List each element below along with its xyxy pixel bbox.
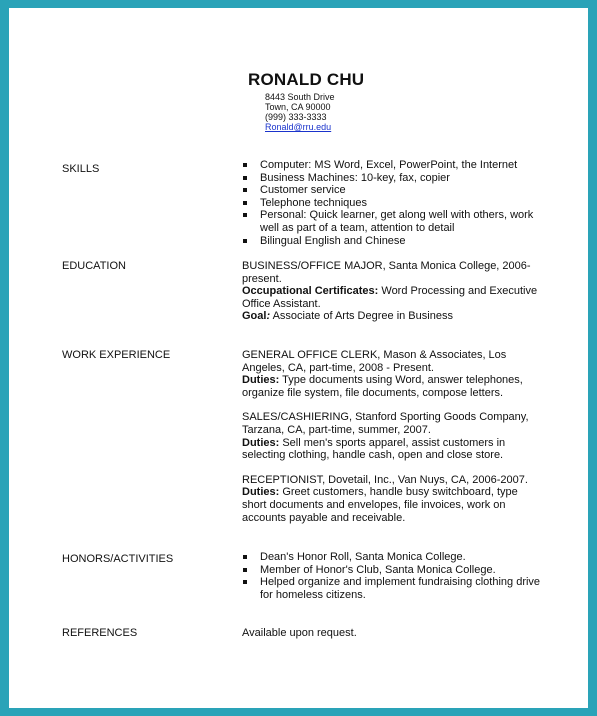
list-item: Bilingual English and Chinese xyxy=(242,235,542,248)
applicant-name: RONALD CHU xyxy=(248,70,365,89)
education-heading: EDUCATION xyxy=(62,260,126,272)
honors-heading: HONORS/ACTIVITIES xyxy=(62,553,174,565)
education-line: BUSINESS/OFFICE MAJOR, Santa Monica College, 2006-present. xyxy=(242,260,531,285)
resume-page xyxy=(9,8,588,708)
job-entry xyxy=(242,474,542,524)
job-entry xyxy=(242,411,542,461)
references-section xyxy=(242,627,542,640)
city-line: Town, CA 90000 xyxy=(265,102,331,112)
job-title: RECEPTIONIST, Dovetail, Inc., Van Nuys, CA, 2006-2007. xyxy=(242,473,528,486)
education-certificates: Occupational Certificates: Word Processing and Executive Office Assistant. xyxy=(242,285,538,310)
contact-block xyxy=(265,92,335,132)
references-text: Available upon request. xyxy=(242,627,357,639)
skills-section xyxy=(242,159,542,247)
honors-section xyxy=(242,551,542,601)
work-section xyxy=(242,349,542,524)
list-item: Dean's Honor Roll, Santa Monica College. xyxy=(242,551,542,564)
bullet-icon xyxy=(243,555,247,559)
job-entry xyxy=(242,349,542,399)
bullet-icon xyxy=(243,213,247,217)
work-heading: WORK EXPERIENCE xyxy=(62,349,171,361)
phone-line: (999) 333-3333 xyxy=(265,112,327,122)
education-section xyxy=(242,260,542,323)
bullet-icon xyxy=(243,580,247,584)
list-item: Member of Honor's Club, Santa Monica College. xyxy=(242,564,542,577)
list-item: Business Machines: 10-key, fax, copier xyxy=(242,172,542,185)
education-goal: Goal: Associate of Arts Degree in Business xyxy=(242,310,453,323)
email-link[interactable]: Ronald@rru.edu xyxy=(265,122,332,132)
list-item: Computer: MS Word, Excel, PowerPoint, the Internet xyxy=(242,159,542,172)
bullet-icon xyxy=(243,163,247,167)
bullet-icon xyxy=(243,188,247,192)
list-item: Telephone techniques xyxy=(242,197,542,210)
list-item: Personal: Quick learner, get along well with others, work well as part of a team, attention to detail xyxy=(242,209,542,234)
bullet-icon xyxy=(243,201,247,205)
job-duties: Duties: Sell men's sports apparel, assist customers in selecting clothing, handle cash, open and close store. xyxy=(242,436,506,462)
list-item: Helped organize and implement fundraising clothing drive for homeless citizens. xyxy=(242,576,542,601)
job-duties: Duties: Type documents using Word, answer telephones, organize file system, file documents, compose letters. xyxy=(242,374,523,399)
references-heading: REFERENCES xyxy=(62,627,138,639)
skills-heading: SKILLS xyxy=(62,163,100,175)
job-title: GENERAL OFFICE CLERK, Mason & Associates, Los Angeles, CA, part-time, 2008 - Present. xyxy=(242,349,507,374)
bullet-icon xyxy=(243,239,247,243)
address-line: 8443 South Drive xyxy=(265,92,335,102)
job-title: SALES/CASHIERING, Stanford Sporting Goods Company, Tarzana, CA, part-time, summer, 2007. xyxy=(242,411,529,436)
list-item: Customer service xyxy=(242,184,542,197)
bullet-icon xyxy=(243,176,247,180)
bullet-icon xyxy=(243,568,247,572)
job-duties: Duties: Greet customers, handle busy switchboard, type short documents and envelopes, file invoices, work on accounts payable and receivable. xyxy=(242,486,518,524)
